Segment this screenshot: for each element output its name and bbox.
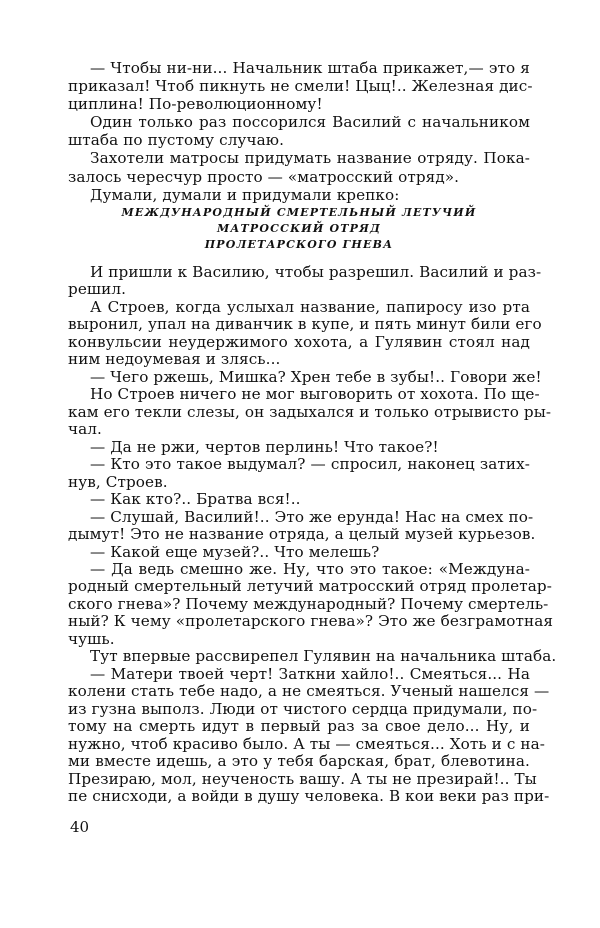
text-line: ним недоумевая и злясь... <box>68 350 281 369</box>
text-line: — Чего ржешь, Мишка? Хрен тебе в зубы!.. Говори же! <box>90 367 542 386</box>
text-line: — Да ведь смешно же. Ну, что это такое: «Междуна- <box>90 559 530 578</box>
text-line: чал. <box>68 420 102 439</box>
heading-line-2: МАТРОССКИЙ ОТРЯД <box>216 222 382 235</box>
page-number: 40 <box>70 818 90 836</box>
text-line: Один только раз поссорился Василий с начальником <box>90 113 530 132</box>
text-block-2 <box>68 263 557 806</box>
text-line: ми вместе идешь, а это у тебя барская, брат, блевотина. <box>68 752 530 771</box>
text-line: Презираю, мол, неученость вашу. А ты не презирай!.. Ты <box>68 769 537 788</box>
text-line: пе снисходи, а войди в душу человека. В кои веки раз при- <box>68 787 550 806</box>
text-line: Думали, думали и придумали крепко: <box>90 185 400 204</box>
text-line: нужно, чтоб красиво было. А ты — смеяться... Хоть и с на- <box>68 734 545 753</box>
text-line: решил. <box>68 280 127 299</box>
text-line: из гузна выполз. Люди от чистого сердца придумали, по- <box>68 699 538 718</box>
text-line: Захотели матросы придумать название отряду. Пока- <box>90 149 530 168</box>
heading-line-3: ПРОЛЕТАРСКОГО ГНЕВА <box>204 238 394 251</box>
text-line: — Матери твоей черт! Заткни хайло!.. Смеяться... На <box>90 664 530 683</box>
text-line: чушь. <box>68 629 115 648</box>
text-line: циплина! По-революционному! <box>68 95 323 114</box>
text-line: — Да не ржи, чертов перлинь! Что такое?! <box>90 437 439 456</box>
text-line: выронил, упал на диванчик в купе, и пять минут били его <box>68 315 542 334</box>
text-line: ный? К чему «пролетарского гнева»? Это же безграмотная <box>68 612 554 631</box>
heading-line-1: МЕЖДУНАРОДНЫЙ СМЕРТЕЛЬНЫЙ ЛЕТУЧИЙ <box>121 206 477 219</box>
text-line: родный смертельный летучий матросский отряд пролетар- <box>68 577 552 596</box>
text-line: залось чересчур просто — «матросский отряд». <box>68 167 460 186</box>
text-line: штаба по пустому случаю. <box>68 131 285 150</box>
text-block-1 <box>68 59 533 204</box>
text-line: — Кто это такое выдумал? — спросил, наконец затих- <box>90 455 530 474</box>
text-line: А Строев, когда услыхал название, папиросу изо рта <box>90 297 530 316</box>
text-line: конвульсии неудержимого хохота, а Гулявин стоял над <box>68 332 530 351</box>
text-line: И пришли к Василию, чтобы разрешил. Василий и раз- <box>90 263 542 281</box>
text-line: Тут впервые рассвирепел Гулявин на начальника штаба. <box>90 647 557 666</box>
text-line: — Чтобы ни-ни... Начальник штаба прикажет,— это я <box>90 59 530 77</box>
text-line: — Слушай, Василий!.. Это же ерунда! Нас на смех по- <box>90 507 534 526</box>
text-line: кам его текли слезы, он задыхался и только отрывисто ры- <box>68 402 552 421</box>
text-line: — Какой еще музей?.. Что мелешь? <box>90 542 380 561</box>
text-line: дымут! Это не название отряда, а целый музей курьезов. <box>68 525 536 544</box>
text-line: тому на смерть идут в первый раз за свое дело... Ну, и <box>68 717 530 736</box>
squad-name-heading <box>68 205 530 253</box>
text-line: Но Строев ничего не мог выговорить от хохота. По ще- <box>90 385 540 404</box>
text-line: нув, Строев. <box>68 472 168 491</box>
text-line: ского гнева»? Почему международный? Почему смертель- <box>68 594 549 613</box>
text-line: приказал! Чтоб пикнуть не смели! Цыц!.. Железная дис- <box>68 77 533 96</box>
text-line: колени стать тебе надо, а не смеяться. Ученый нашелся — <box>68 682 550 701</box>
text-line: — Как кто?.. Братва вся!.. <box>90 490 301 509</box>
